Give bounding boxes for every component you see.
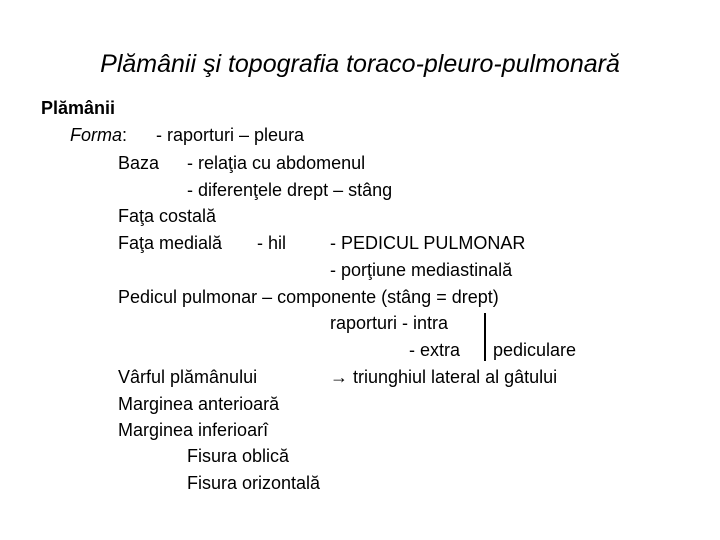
pediculare-label: pediculare — [493, 340, 577, 360]
baza-label: Baza — [118, 153, 160, 173]
forma-line — [70, 124, 127, 146]
fisura-orizontala: Fisura orizontală — [187, 473, 321, 493]
marginea-anterioara: Marginea anterioară — [118, 394, 280, 414]
baza-relation-differences: - diferenţele drept – stâng — [187, 180, 393, 200]
forma-colon: : — [122, 125, 128, 145]
raporturi-intra: raporturi - intra — [330, 313, 449, 333]
fata-costala: Faţa costală — [118, 206, 217, 226]
forma-text: - raporturi – pleura — [156, 125, 305, 145]
portiune-mediastinala: - porţiune mediastinală — [330, 260, 513, 280]
varful-plamanului: Vârful plămânului — [118, 367, 258, 387]
forma-label: Forma — [70, 125, 123, 145]
baza-relation-abdomen: - relaţia cu abdomenul — [187, 153, 366, 173]
hil-text: - hil — [257, 233, 287, 253]
pedicul-componente: Pedicul pulmonar – componente (stâng = drept) — [118, 287, 499, 307]
triunghiul-lateral: → triunghiul lateral al gâtului — [330, 367, 558, 387]
fisura-oblica: Fisura oblică — [187, 446, 290, 466]
raporturi-extra: - extra — [409, 340, 461, 360]
marginea-inferioara: Marginea inferioarî — [118, 420, 269, 440]
page-title: Plămânii şi topografia toraco-pleuro-pulmonară — [100, 50, 620, 78]
bracket-divider — [484, 313, 486, 361]
section-heading: Plămânii — [41, 98, 116, 118]
pedicul-pulmonar-caps: - PEDICUL PULMONAR — [330, 233, 526, 253]
fata-mediala: Faţa medială — [118, 233, 223, 253]
